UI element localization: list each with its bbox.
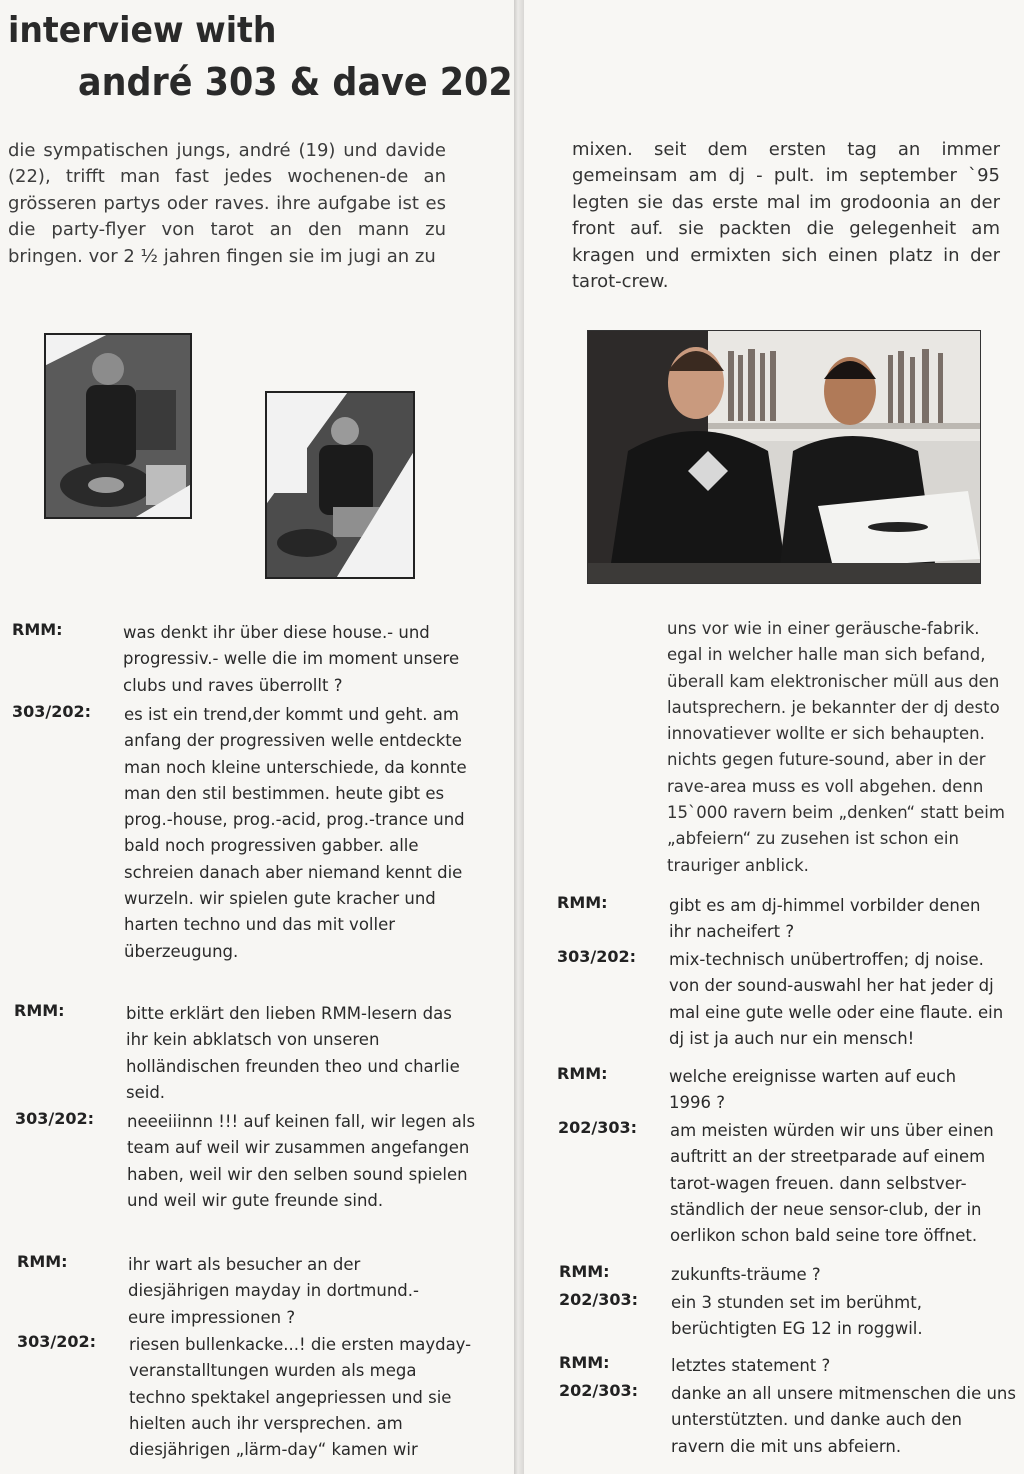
speaker-label: RMM: xyxy=(559,1353,610,1372)
photo-dj-dave xyxy=(265,391,415,579)
answer-text: es ist ein trend,der kommt und geht. am anfang der progressiven welle entdeckte man noch kleine unterschiede, da konnte man den stil bestimmen. heute gibt es prog.-house, prog.-acid, prog.-trance und bald noch progressiven gabber. alle schreien danach aber niemand kennt die wurzeln. wir spielen gute kracher und harten techno und das mit voller überzeugung. xyxy=(124,705,467,961)
speaker-label: RMM: xyxy=(559,1262,610,1281)
answer-text: neeeiiinnn !!! auf keinen fall, wir legen als team auf weil wir zusammen angefangen haben, weil wir den selben sound spielen und weil wir gute freunde sind. xyxy=(127,1112,476,1210)
speaker-label: 303/202: xyxy=(17,1332,97,1351)
speaker-label: 303/202: xyxy=(15,1109,95,1128)
speaker-label: RMM: xyxy=(17,1252,68,1271)
answer-text: riesen bullenkacke...! die ersten mayday-veranstalltungen wurden als mega techno spektakel angepriessen und sie hielten auch ihr versprechen. am diesjährigen „lärm-day“ kamen wir xyxy=(129,1335,472,1460)
answer-text: ein 3 stunden set im berühmt, berüchtigten EG 12 in roggwil. xyxy=(671,1293,923,1339)
speaker-label: 303/202: xyxy=(12,702,92,721)
answer-text: danke an all unsere mitmenschen die uns unterstützten. und danke auch den ravern die mit uns abfeiern. xyxy=(671,1384,1016,1456)
answer-text: gibt es am dj-himmel vorbilder denen ihr nacheifert ? xyxy=(669,896,981,942)
continuation-text: uns vor wie in einer geräusche-fabrik. egal in welcher halle man sich befand, überall kam elektronischer müll aus den lautsprechern. je bekannter der dj desto innovatiever wollte er sich behaupten. nichts gegen future-sound, aber in der rave-area muss es voll abgehen. denn 15`000 ravern beim „denken“ statt beim „abfeiern“ zu zusehen ist schon ein trauriger anblick. xyxy=(667,619,1005,875)
answer-text: letztes statement ? xyxy=(671,1356,831,1375)
answer-text: bitte erklärt den lieben RMM-lesern das ihr kein abklatsch von unseren holländischen freunden theo und charlie seid. xyxy=(126,1004,460,1102)
speaker-label: 202/303: xyxy=(558,1118,638,1137)
speaker-label: RMM: xyxy=(557,1064,608,1083)
speaker-label: RMM: xyxy=(14,1001,65,1020)
title-line-2: andré 303 & dave 202 xyxy=(78,60,513,104)
intro-text-left: die sympatischen jungs, andré (19) und davide (22), trifft man fast jedes wochenen-de an grösseren partys oder raves. ihre aufgabe ist es die party-flyer von tarot an den mann zu bringen. vor 2 ½ jahren fingen sie im jugi an zu xyxy=(8,140,446,267)
speaker-label: 202/303: xyxy=(559,1290,639,1309)
speaker-label: RMM: xyxy=(557,893,608,912)
answer-text: welche ereignisse warten auf euch 1996 ? xyxy=(669,1067,957,1113)
answer-text: mix-technisch unübertroffen; dj noise. von der sound-auswahl her hat jeder dj mal eine gute welle oder eine flaute. ein dj ist ja auch nur ein mensch! xyxy=(669,950,1004,1048)
answer-text: ihr wart als besucher an der diesjährigen mayday in dortmund.- eure impressionen ? xyxy=(128,1255,419,1327)
answer-text: am meisten würden wir uns über einen auftritt an der streetparade auf einem tarot-wagen freuen. dann selbstver-ständlich der neue sensor-club, der in oerlikon schon bald seine tore öffnet. xyxy=(670,1121,994,1246)
intro-text-right: mixen. seit dem ersten tag an immer gemeinsam am dj - pult. im september `95 legten sie das erste mal im grodoonia an der front auf. sie packten die gelegenheit am kragen und ermixten sich einen platz in der tarot-crew. xyxy=(572,139,1000,293)
answer-text: was denkt ihr über diese house.- und progressiv.- welle die im moment unsere clubs und raves überrollt ? xyxy=(123,623,460,695)
speaker-label: RMM: xyxy=(12,620,63,639)
page-gutter xyxy=(514,0,524,1474)
photo-andre-and-dave xyxy=(587,330,981,584)
answer-text: zukunfts-träume ? xyxy=(671,1265,821,1284)
title-line-1: interview with xyxy=(8,10,277,51)
photo-dj-andre xyxy=(44,333,192,519)
right-page xyxy=(524,0,1024,1474)
speaker-label: 202/303: xyxy=(559,1381,639,1400)
speaker-label: 303/202: xyxy=(557,947,637,966)
